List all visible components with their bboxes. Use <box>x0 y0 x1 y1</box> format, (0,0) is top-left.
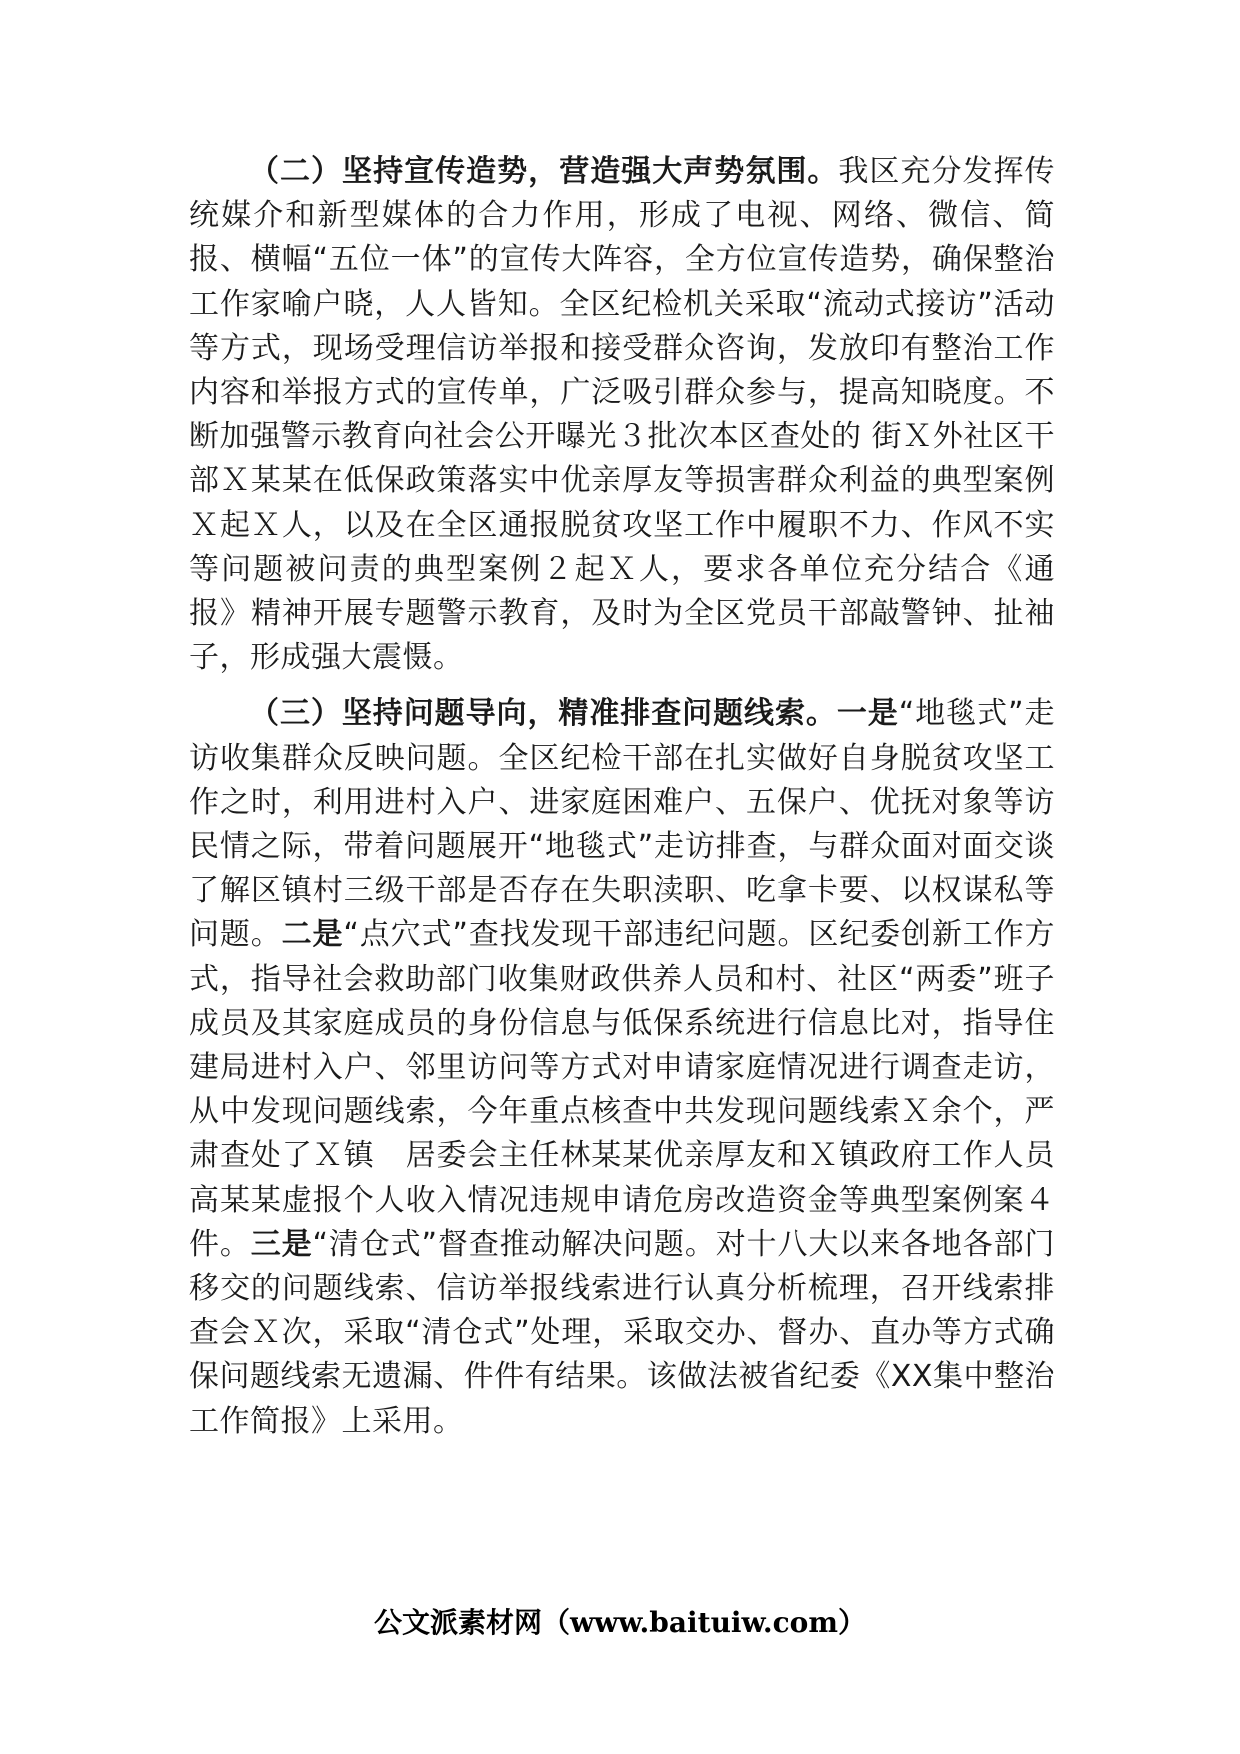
section-3-item-1-label: 一是 <box>836 696 899 732</box>
section-3-item-3-label: 三是 <box>250 1226 313 1262</box>
section-2-body: 我区充分发挥传统媒介和新型媒体的合力作用，形成了电视、网络、微信、简报、横幅“五位一体”的宣传大阵容，全方位宣传造势，确保整治工作家喻户晓，人人皆知。全区纪检机关采取“流动式接访”活动等方式，现场受理信访举报和接受群众咨询，发放印有整治工作内容和举报方式的宣传单，广泛吸引群众参与，提高知晓度。不断加强警示教育向社会公开曝光３批次本区查处的 街Ｘ外社区干部Ｘ某某在低保政策落实中优亲厚友等损害群众利益的典型案例Ｘ起Ｘ人，以及在全区通报脱贫攻坚工作中履职不力、作风不实等问题被问责的典型案例２起Ｘ人，要求各单位充分结合《通报》精神开展专题警示教育，及时为全区党员干部敲警钟、扯袖子，形成强大震慑。 <box>189 154 1056 676</box>
paragraph-section-2 <box>189 150 1055 680</box>
section-3-item-1-text: “地毯式”走访收集群众反映问题。全区纪检干部在扎实做好自身脱贫攻坚工作之时，利用进村入户、进家庭困难户、五保户、优抚对象等访民情之际，带着问题展开“地毯式”走访排查，与群众面对面交谈了解区镇村三级干部是否存在失职渎职、吃拿卡要、以权谋私等问题。 <box>189 696 1056 953</box>
section-3-item-2-text: “点穴式”查找发现干部违纪问题。区纪委创新工作方式，指导社会救助部门收集财政供养人员和村、社区“两委”班子成员及其家庭成员的身份信息与低保系统进行信息比对，指导住建局进村入户、邻里访问等方式对申请家庭情况进行调查走访，从中发现问题线索，今年重点核查中共发现问题线索Ｘ余个，严肃查处了Ｘ镇 居委会主任林某某优亲厚友和Ｘ镇政府工作人员高某某虚报个人收入情况违规申请危房改造资金等典型案例案４件。 <box>189 917 1056 1262</box>
footer-watermark: 公文派素材网（www.baituiw.com） <box>374 1606 866 1639</box>
section-3-item-3-text: “清仓式”督查推动解决问题。对十八大以来各地各部门移交的问题线索、信访举报线索进行认真分析梳理，召开线索排查会Ｘ次，采取“清仓式”处理，采取交办、督办、直办等方式确保问题线索无遗漏、件件有结果。该做法被省纪委《XX集中整治工作简报》上采用。 <box>189 1226 1056 1439</box>
document-body <box>189 150 1055 1456</box>
paragraph-section-3 <box>189 692 1055 1443</box>
section-3-item-2-label: 二是 <box>281 917 344 953</box>
section-2-heading: （二）坚持宣传造势，营造强大声势氛围。 <box>249 154 839 189</box>
section-3-heading: （三）坚持问题导向，精准排查问题线索。 <box>249 696 837 732</box>
